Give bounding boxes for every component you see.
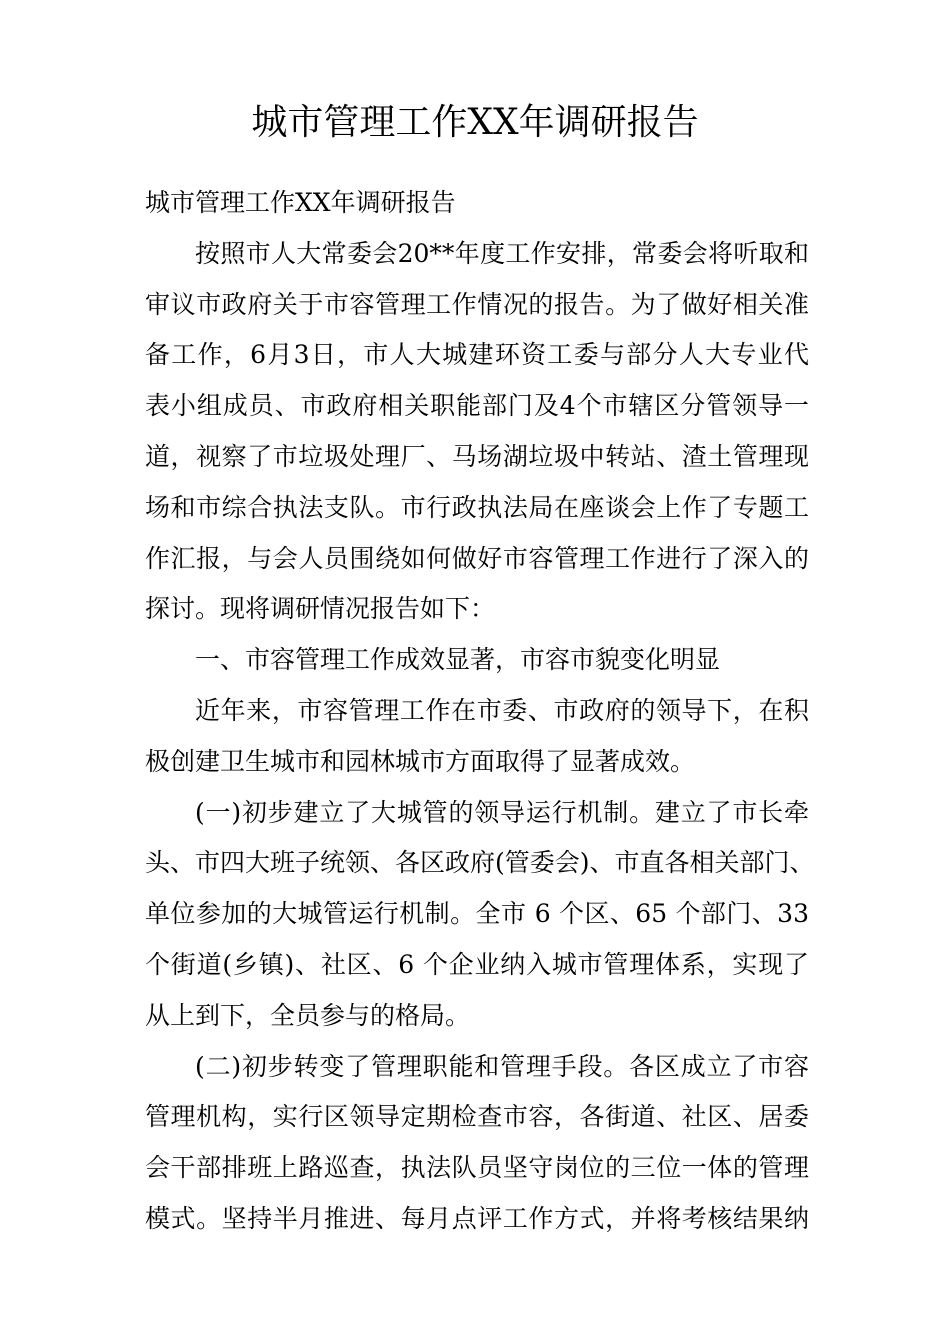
document-subtitle: 城市管理工作XX年调研报告 (145, 188, 456, 217)
paragraph-line: 备工作，6月3日，市人大城建环资工委与部分人大专业代 (145, 340, 809, 370)
section-heading-text: 一、市容管理工作成效显著，市容市貌变化明显 (195, 645, 721, 675)
paragraph-line: 场和市综合执法支队。市行政执法局在座谈会上作了专题工 (145, 492, 809, 522)
paragraph-line: 个街道(乡镇)、社区、6 个企业纳入城市管理体系，实现了 (145, 949, 809, 979)
paragraph-management (145, 1042, 809, 1245)
document-title: 城市管理工作XX年调研报告 (251, 102, 699, 143)
paragraph-line: (二)初步转变了管理职能和管理手段。各区成立了市容 (195, 1051, 809, 1081)
paragraph-line: 道，视察了市垃圾处理厂、马场湖垃圾中转站、渣土管理现 (145, 441, 809, 471)
paragraph-mechanism (145, 788, 815, 1042)
paragraph-line: 从上到下，全员参与的格局。 (145, 1000, 471, 1030)
paragraph-line: 模式。坚持半月推进、每月点评工作方式，并将考核结果纳 (145, 1203, 809, 1233)
document-body (145, 178, 815, 1245)
paragraph-intro (145, 229, 809, 635)
paragraph-line: 审议市政府关于市容管理工作情况的报告。为了做好相关准 (145, 289, 809, 319)
paragraph-line: (一)初步建立了大城管的领导运行机制。建立了市长牵 (195, 797, 809, 827)
paragraph-line: 管理机构，实行区领导定期检查市容，各街道、社区、居委 (145, 1102, 809, 1132)
section-heading (145, 635, 809, 686)
paragraph-line: 头、市四大班子统领、各区政府(管委会)、市直各相关部门、 (145, 848, 815, 878)
paragraph-line: 会干部排班上路巡查，执法队员坚守岗位的三位一体的管理 (145, 1153, 809, 1183)
paragraph-line: 表小组成员、市政府相关职能部门及4个市辖区分管领导一 (145, 391, 809, 421)
paragraph-line: 作汇报，与会人员围绕如何做好市容管理工作进行了深入的 (145, 543, 809, 573)
paragraph-line: 按照市人大常委会20**年度工作安排，常委会将听取和 (195, 238, 809, 268)
paragraph-line: 近年来，市容管理工作在市委、市政府的领导下，在积 (195, 695, 809, 725)
paragraph-line: 极创建卫生城市和园林城市方面取得了显著成效。 (145, 746, 696, 776)
paragraph-line: 单位参加的大城管运行机制。全市 6 个区、65 个部门、33 (145, 899, 809, 929)
paragraph-line: 探讨。现将调研情况报告如下： (145, 594, 496, 624)
paragraph-achievements (145, 686, 809, 788)
